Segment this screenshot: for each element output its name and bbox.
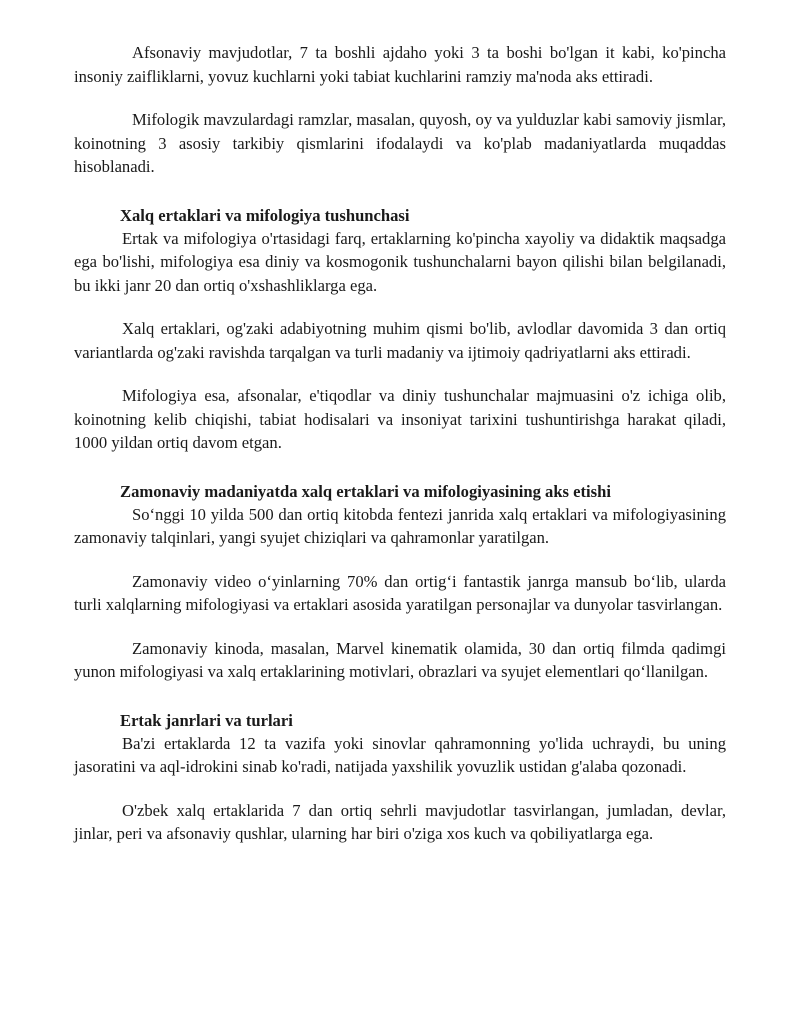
section-heading-modern-culture: Zamonaviy madaniyatda xalq ertaklari va mifologiyasining aks etishi: [120, 481, 611, 501]
paragraph-uzbek-magical-creatures: O'zbek xalq ertaklarida 7 dan ortiq sehrli mavjudotlar tasvirlangan, jumladan, devlar, jinlar, peri va afsonaviy qushlar, ularning har biri o'ziga xos kuch va qobiliyatlarga ega.: [74, 800, 726, 843]
paragraph-video-games: Zamonaviy video o‘yinlarning 70% dan ortig‘i fantastik janrga mansub bo‘lib, ularda turli xalqlarning mifologiyasi va ertaklari asosida yaratilgan personajlar va dunyolar tasvirlangan.: [74, 571, 726, 614]
section-heading-tale-genres: Ertak janrlari va turlari: [120, 710, 293, 730]
paragraph-cinema: Zamonaviy kinoda, masalan, Marvel kinematik olamida, 30 dan ortiq filmda qadimgi yunon mifologiyasi va xalq ertaklarining motivlari, obrazlari va syujet elementlari qo‘llanilgan.: [74, 638, 726, 681]
paragraph-mythical-creatures: Afsonaviy mavjudotlar, 7 ta boshli ajdaho yoki 3 ta boshi bo'lgan it kabi, ko'pincha insoniy zaifliklarni, yovuz kuchlarni yoki tabiat kuchlarini ramziy ma'noda aks ettiradi.: [74, 43, 726, 86]
paragraph-fantasy-books: So‘nggi 10 yilda 500 dan ortiq kitobda fentezi janrida xalq ertaklari va mifologiyasining zamonaviy talqinlari, yangi syujet chiziqlari va qahramonlar yaratilgan.: [74, 504, 726, 547]
paragraph-mythological-symbols: Mifologik mavzulardagi ramzlar, masalan, quyosh, oy va yulduzlar kabi samoviy jismlar, koinotning 3 asosiy tarkibiy qismlarini ifodalaydi va ko'plab madaniyatlarda muqaddas hisoblanadi.: [74, 110, 726, 176]
paragraph-folk-tales: Xalq ertaklari, og'zaki adabiyotning muhim qismi bo'lib, avlodlar davomida 3 dan ortiq variantlarda og'zaki ravishda tarqalgan va turli madaniy va ijtimoiy qadriyatlarni aks ettiradi.: [74, 319, 726, 362]
section-heading-folk-tales-concept: Xalq ertaklari va mifologiya tushunchasi: [120, 205, 410, 225]
paragraph-tale-vs-myth: Ertak va mifologiya o'rtasidagi farq, ertaklarning ko'pincha xayoliy va didaktik maqsadga ega bo'lishi, mifologiya esa diniy va kosmogonik tushunchalarni bayon qilishi bilan belgilanadi, bu ikki janr 20 dan ortiq o'xshashliklarga ega.: [74, 228, 726, 295]
paragraph-twelve-tasks: Ba'zi ertaklarda 12 ta vazifa yoki sinovlar qahramonning yo'lida uchraydi, bu uning jasoratini va aql-idrokini sinab ko'radi, natijada yaxshilik yovuzlik ustidan g'alaba qozonadi.: [74, 733, 726, 776]
paragraph-mythology: Mifologiya esa, afsonalar, e'tiqodlar va diniy tushunchalar majmuasini o'z ichiga olib, koinotning kelib chiqishi, tabiat hodisalari va insoniyat tarixini tushuntirishga harakat qiladi, 1000 yildan ortiq davom etgan.: [74, 386, 726, 452]
document-page: [74, 0, 726, 846]
